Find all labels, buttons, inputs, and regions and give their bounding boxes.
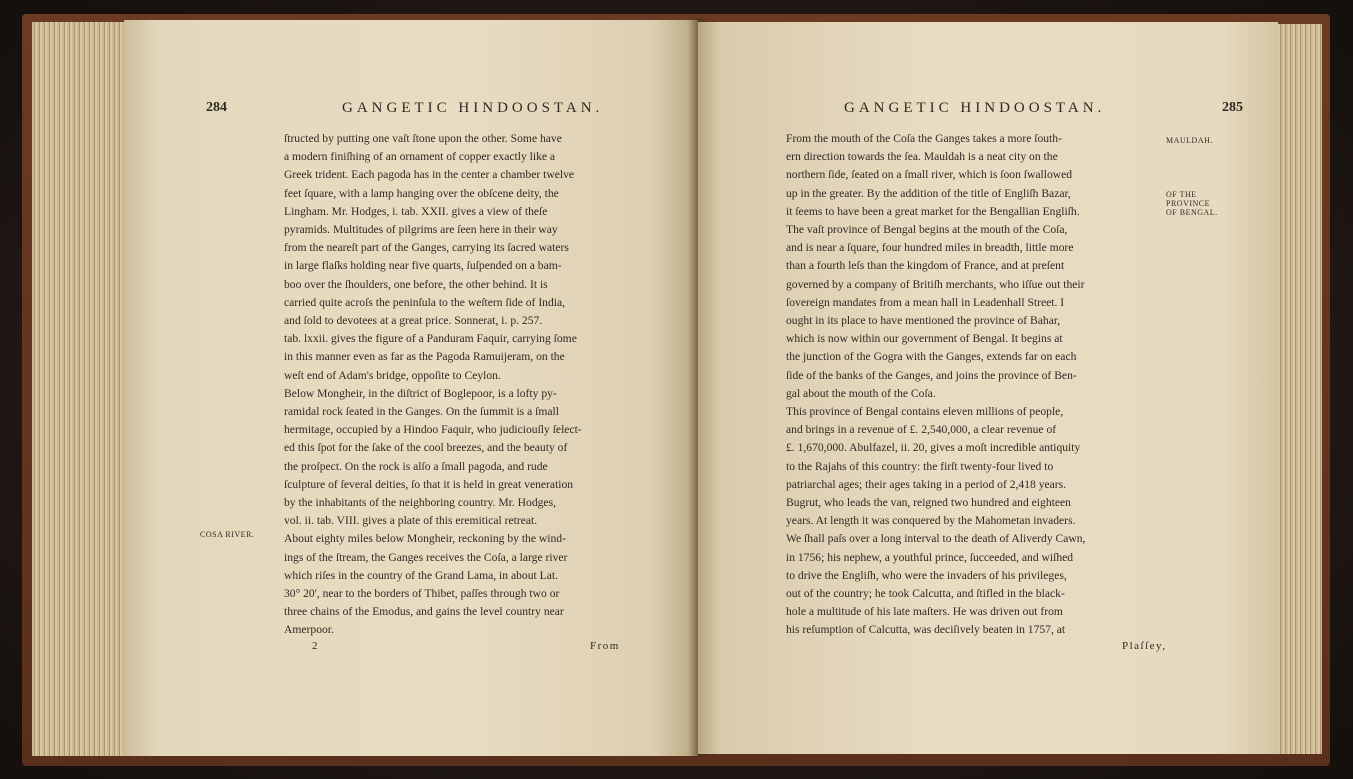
text-line: £. 1,670,000. Abulfazel, ii. 20, gives a moſt incredible antiquity — [786, 441, 1081, 455]
text-line: hole a multitude of his late maſters. He was driven out from — [786, 605, 1063, 619]
text-line: a modern finiſhing of an ornament of copper exactly like a — [284, 150, 556, 164]
catchword: Plaſſey, — [1122, 640, 1167, 652]
text-line: Below Mongheir, in the diſtrict of Boglepoor, is a lofty py- — [284, 386, 557, 400]
text-line: Lingham. Mr. Hodges, i. tab. XXII. gives a view of theſe — [284, 204, 548, 218]
text-line: out of the country; he took Calcutta, and ſtifled in the black- — [786, 587, 1065, 601]
text-line: 30° 20', near to the borders of Thibet, paſſes through two or — [284, 587, 560, 601]
text-line: This province of Bengal contains eleven millions of people, — [786, 405, 1064, 419]
text-line: ſtructed by putting one vaſt ſtone upon the other. Some have — [284, 132, 562, 145]
text-line: ſovereign mandates from a mean hall in Leadenhall Street. I — [786, 295, 1065, 309]
text-line: tab. lxxii. gives the figure of a Panduram Faquir, carrying ſome — [284, 332, 577, 346]
page-number: 284 — [206, 100, 227, 115]
text-line: Greek trident. Each pagoda has in the center a chamber twelve — [284, 168, 575, 182]
catchword: From — [590, 640, 620, 652]
margin-note: COSA RIVER. — [200, 530, 255, 539]
margin-note-mauldah: MAULDAH. — [1166, 136, 1213, 145]
text-line: northern ſide, ſeated on a ſmall river, which is ſoon ſwallowed — [786, 168, 1073, 182]
text-line: and brings in a revenue of £. 2,540,000, a clear revenue of — [786, 423, 1057, 437]
running-head: GANGETIC HINDOOSTAN. — [342, 100, 604, 116]
text-line: which riſes in the country of the Grand Lama, in about Lat. — [284, 568, 558, 582]
text-line: Bugrut, who leads the van, reigned two hundred and eighteen — [786, 496, 1071, 510]
margin-note-bengal: OF THE PROVINCE OF BENGAL. — [1166, 190, 1218, 217]
text-line: vol. ii. tab. VIII. gives a plate of this eremitical retreat. — [284, 514, 538, 528]
text-line: to drive the Engliſh, who were the invaders of his privileges, — [786, 568, 1067, 582]
text-line: and ſold to devotees at a great price. Sonnerat, i. p. 257. — [284, 314, 543, 328]
body-text — [284, 130, 614, 640]
text-line: from the neareſt part of the Ganges, carrying its ſacred waters — [284, 241, 569, 255]
text-line: his reſumption of Calcutta, was deciſively beaten in 1757, at — [786, 623, 1066, 637]
text-line: The vaſt province of Bengal begins at the mouth of the Coſa, — [786, 223, 1068, 237]
right-page — [698, 22, 1278, 754]
text-line: ed this ſpot for the ſake of the cool breezes, and the beauty of — [284, 441, 568, 455]
text-line: in 1756; his nephew, a youthful prince, ſucceeded, and wiſhed — [786, 550, 1074, 564]
text-line: to the Rajahs of this country: the firſt twenty-four lived to — [786, 459, 1054, 473]
running-head: GANGETIC HINDOOSTAN. — [844, 100, 1106, 116]
text-line: feet ſquare, with a lamp hanging over the obſcene deity, the — [284, 186, 559, 200]
text-line: ings of the ſtream, the Ganges receives the Coſa, a large river — [284, 550, 568, 564]
body-text — [786, 130, 1146, 640]
text-line: Amerpoor. — [284, 623, 334, 637]
text-line: years. At length it was conquered by the Mahometan invaders. — [786, 514, 1076, 528]
text-line: hermitage, occupied by a Hindoo Faquir, who judiciouſly ſelect- — [284, 423, 582, 437]
text-line: three chains of the Emodus, and gains the level country near — [284, 605, 564, 619]
text-line: ſculpture of ſeveral deities, ſo that it is held in great veneration — [284, 477, 574, 491]
text-line: ſide of the banks of the Ganges, and joins the province of Ben- — [786, 368, 1077, 382]
signature-mark: 2 — [312, 640, 318, 652]
text-line: than a fourth leſs than the kingdom of France, and at preſent — [786, 259, 1065, 273]
text-line: in this manner even as far as the Pagoda Ramuijeram, on the — [284, 350, 565, 364]
text-line: carried quite acroſs the peninſula to the weſtern ſide of India, — [284, 295, 566, 309]
left-page — [124, 20, 698, 756]
text-line: We ſhall paſs over a long interval to the death of Aliverdy Cawn, — [786, 532, 1086, 546]
text-line: From the mouth of the Coſa the Ganges takes a more ſouth- — [786, 132, 1062, 145]
text-line: boo over the ſhoulders, one before, the other behind. It is — [284, 277, 548, 291]
text-line: patriarchal ages; their ages taking in a period of 2,418 years. — [786, 477, 1067, 491]
text-line: ramidal rock ſeated in the Ganges. On the ſummit is a ſmall — [284, 405, 559, 419]
text-line: it ſeems to have been a great market for the Bengallian Engliſh. — [786, 204, 1080, 218]
text-line: in large flaſks holding near five quarts, ſuſpended on a bam- — [284, 259, 562, 273]
text-line: and is near a ſquare, four hundred miles in breadth, little more — [786, 241, 1074, 255]
text-line: the proſpect. On the rock is alſo a ſmall pagoda, and rude — [284, 459, 548, 473]
text-line: governed by a company of Britiſh merchants, who iſſue out their — [786, 277, 1085, 291]
text-line: weſt end of Adam's bridge, oppoſite to Ceylon. — [284, 368, 501, 382]
text-line: up in the greater. By the addition of the title of Engliſh Bazar, — [786, 186, 1071, 200]
page-number: 285 — [1222, 100, 1243, 115]
text-line: ern direction towards the ſea. Mauldah is a neat city on the — [786, 150, 1058, 164]
text-line: by the inhabitants of the neighboring country. Mr. Hodges, — [284, 496, 556, 510]
text-line: which is now within our government of Bengal. It begins at — [786, 332, 1063, 346]
text-line: ought in its place to have mentioned the province of Bahar, — [786, 314, 1061, 328]
text-line: pyramids. Multitudes of pilgrims are ſeen here in their way — [284, 223, 558, 237]
text-line: gal about the mouth of the Coſa. — [786, 386, 936, 400]
text-line: About eighty miles below Mongheir, reckoning by the wind- — [284, 532, 566, 546]
text-line: the junction of the Gogra with the Ganges, extends far on each — [786, 350, 1077, 364]
